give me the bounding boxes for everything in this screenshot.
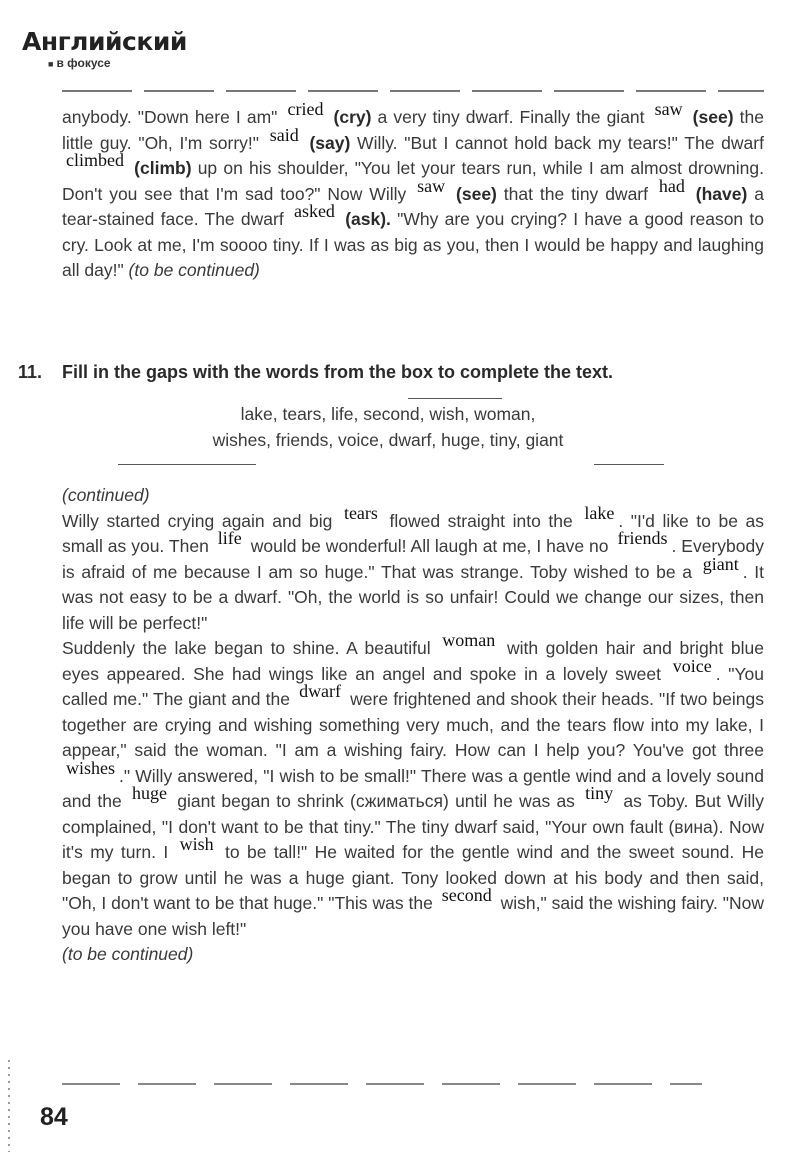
passage-top-paragraph (62, 99, 764, 284)
square-bullet-icon: ■ (48, 59, 54, 69)
verb-hint: (climb) (134, 158, 192, 178)
exercise-heading (18, 362, 613, 383)
passage-text: up on his shoulder, "You let your tears run, while I am almost drowning. Don't you see that I'm sad too?" Now Willy (62, 158, 764, 204)
answer-word: saw (654, 99, 683, 119)
answer-word: huge (132, 783, 167, 803)
answer-word: wish (179, 834, 214, 854)
word-box (108, 402, 668, 453)
answer-word: voice (672, 655, 712, 676)
page-number: 84 (40, 1103, 68, 1131)
passage-text: anybody. "Down here I am" (62, 107, 278, 127)
answer-word: friends (617, 528, 668, 548)
passage-text: giant began to shrink (сжиматься) until he was as (177, 791, 575, 811)
passage-text: ." Willy answered, "I wish to be small!" There was a gentle wind and a lovely sound and the (62, 765, 764, 811)
passage-text: . "You called me." The giant and the (62, 663, 764, 709)
logo (22, 28, 187, 71)
passage-text: . Everybody is afraid of me because I am so huge." That was strange. Toby wished to be a (62, 536, 764, 582)
bottom-dashed-divider (62, 1083, 702, 1085)
word-box-top-rule (408, 398, 502, 399)
word-box-line: lake, tears, life, second, wish, woman, (240, 404, 536, 424)
logo-subtitle-text: в фокусе (56, 56, 111, 70)
logo-title: Английский (22, 27, 187, 56)
word-box-bottom-rule (118, 464, 256, 465)
answer-word: life (217, 528, 242, 548)
passage-text: . "I'd like to be as small as you. Then (62, 510, 764, 556)
passage-text: Willy. "But I cannot hold back my tears!" The dwarf (357, 132, 764, 153)
passage-text: a tear-stained face. The dwarf (62, 183, 764, 229)
passage-text: with golden hair and bright blue eyes appeared. She had wings like an angel and spoke in a lovely sweet (62, 638, 764, 684)
verb-hint: (cry) (333, 107, 372, 127)
answer-word: second (441, 885, 492, 905)
answer-word: saw (417, 175, 446, 196)
exercise-number: 11. (18, 362, 43, 382)
passage-text: would be wonderful! All laugh at me, I have no (250, 536, 609, 556)
passage-text: to be tall!" He waited for the gentle wind and the sweet sound. He began to grow until he was a huge giant. Tony looked down at his body and then said, "Oh, I don't want to be that huge." "This was the (62, 842, 764, 913)
to-be-continued: (to be continued) (62, 944, 194, 964)
passage-text: the little guy. "Oh, I'm sorry!" (62, 107, 764, 153)
answer-word: had (658, 175, 685, 196)
answer-word: lake (584, 502, 615, 523)
passage-text: wish," said the wishing fairy. "Now you have one wish left!" (62, 893, 764, 939)
passage-text: Willy started crying again and big (62, 510, 333, 531)
passage-text: . It was not easy to be a dwarf. "Oh, the world is so unfair! Could we change our sizes, then life will be perfect!" (62, 561, 764, 633)
answer-word: dwarf (299, 681, 342, 701)
passage-text: Suddenly the lake began to shine. A beautiful (62, 638, 431, 658)
verb-hint: (ask). (345, 209, 391, 229)
answer-word: tears (343, 502, 378, 523)
to-be-continued: (to be continued) (128, 260, 260, 280)
answer-word: giant (702, 553, 739, 574)
answer-word: woman (442, 630, 496, 650)
passage-main (62, 483, 764, 968)
passage-main-paragraph-2 (62, 630, 764, 968)
passage-text: that the tiny dwarf (503, 183, 648, 204)
margin-dotted-line (8, 1060, 10, 1152)
word-box-line: wishes, friends, voice, dwarf, huge, tiny, giant (212, 429, 564, 450)
answer-word: cried (287, 99, 324, 119)
passage-text: were frightened and shook their heads. "If two beings together are crying and wishing something very much, and the tears flow into my lake, I appear," said the woman. "I am a wishing fairy. How can I help you? You've got three (62, 689, 764, 760)
exercise-instruction: Fill in the gaps with the words from the box to complete the text. (62, 362, 614, 382)
answer-word: tiny (585, 783, 614, 803)
passage-text: "Why are you crying? I have a good reason to cry. Look at me, I'm soooo tiny. If I was as big as you, then I would be happy and laughing all day!" (62, 209, 764, 280)
passage-main-paragraph-1 (62, 483, 764, 636)
word-box-bottom-rule (594, 464, 664, 465)
passage-text: as Toby. But Willy complained, "I don't want to be that tiny." The tiny dwarf said, "Your own fault (вина). Now it's my turn. I (62, 791, 764, 862)
answer-word: said (269, 124, 299, 145)
verb-hint: (say) (309, 132, 351, 153)
top-dashed-divider (62, 90, 764, 92)
answer-word: wishes (66, 757, 115, 778)
logo-subtitle (48, 56, 187, 71)
verb-hint: (see) (456, 183, 497, 204)
passage-text: flowed straight into the (389, 510, 573, 531)
continued-label: (continued) (62, 485, 150, 505)
verb-hint: (have) (695, 183, 748, 204)
verb-hint: (see) (692, 107, 734, 127)
answer-word: climbed (66, 150, 124, 170)
passage-top (62, 99, 764, 284)
answer-word: asked (293, 201, 335, 221)
passage-text: a very tiny dwarf. Finally the giant (377, 107, 645, 127)
